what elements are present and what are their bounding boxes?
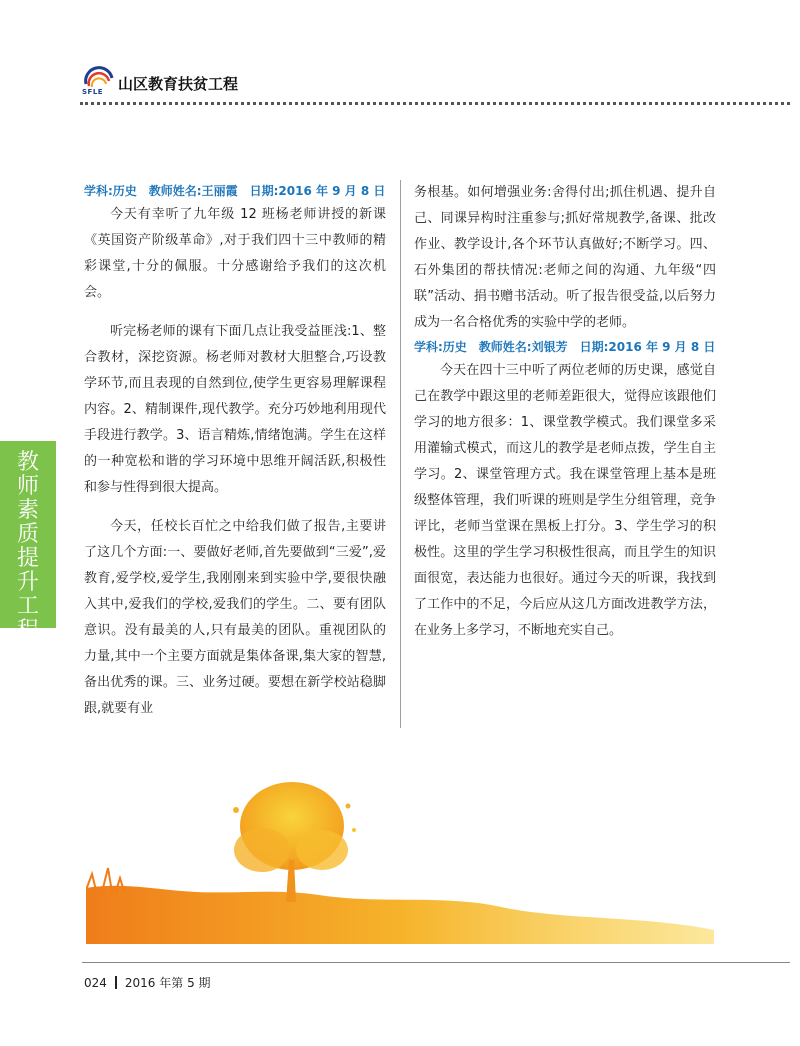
right-column — [414, 180, 716, 644]
footer-rule — [82, 962, 790, 963]
page-footer — [84, 974, 211, 991]
magazine-name: 山区教育扶贫工程 — [118, 75, 239, 93]
header-dotted-divider — [80, 102, 790, 105]
section-title-char: 教 — [16, 450, 39, 475]
column-divider — [400, 180, 401, 728]
section-side-tab — [0, 441, 56, 643]
section-title-char: 质 — [16, 522, 39, 547]
section-title-char: 素 — [16, 498, 39, 523]
section-title-char: 师 — [16, 474, 39, 499]
article1-continued-paragraph: 务根基。如何增强业务:舍得付出;抓住机遇、提升自己、同课异构时注重参与;抓好常规教学,备课、批改作业、教学设计,各个环节认真做好;不断学习。四、石外集团的帮扶情况:老师之间的沟通、九年级“四联”活动、捐书赠书活动。听了报告很受益,以后努力成为一名合格优秀的实验中学的老师。 — [414, 185, 716, 330]
footer-separator — [115, 976, 117, 989]
left-column — [84, 180, 386, 722]
article1-paragraph: 今天，任校长百忙之中给我们做了报告,主要讲了这几个方面:一、要做好老师,首先要做到“三爱”,爱教育,爱学校,爱学生,我刚刚来到实验中学,要很快融入其中,爱我们的学校,爱我们的学生。二、要有团队意识。没有最美的人,只有最美的团队。重视团队的力量,其中一个主要方面就是集体备课,集大家的智慧,备出优秀的课。三、业务过硬。要想在新学校站稳脚跟,就要有业 — [84, 519, 386, 716]
issue-label: 2016 年第 5 期 — [124, 976, 211, 990]
page-number: 024 — [84, 976, 107, 990]
article2-meta: 学科:历史 教师姓名:刘银芳 日期:2016 年 9 月 8 日 — [414, 340, 716, 354]
section-title-char: 提 — [16, 546, 39, 571]
article1-meta: 学科:历史 教师姓名:王丽霞 日期:2016 年 9 月 8 日 — [84, 184, 386, 198]
tree-landscape-illustration — [86, 770, 714, 944]
logo-text: SFLE — [82, 88, 104, 96]
section-title-char: 升 — [16, 570, 39, 595]
article1-paragraph: 今天有幸听了九年级 12 班杨老师讲授的新课《英国资产阶级革命》,对于我们四十三中教师的精彩课堂,十分的佩服。十分感谢给予我们的这次机会。 — [84, 207, 386, 300]
section-title-char: 工 — [16, 594, 39, 619]
article2-paragraph: 今天在四十三中听了两位老师的历史课，感觉自己在教学中跟这里的老师差距很大，觉得应该跟他们学习的地方很多：1、课堂教学模式。我们课堂多采用灌输式模式，而这儿的教学是老师点拨，学生自主学习。2、课堂管理方式。我在课堂管理上基本是班级整体管理，我们听课的班则是学生分组管理，竞争评比，老师当堂课在黑板上打分。3、学生学习的积极性。这里的学生学习积极性很高，而且学生的知识面很宽，表达能力也很好。通过今天的听课，我找到了工作中的不足，今后应从这几方面改进教学方法，在业务上多学习，不断地充实自己。 — [414, 363, 716, 638]
section-title-char: 程 — [16, 618, 39, 643]
section-title — [0, 451, 56, 643]
article1-paragraph: 听完杨老师的课有下面几点让我受益匪浅:1、整合教材，深挖资源。杨老师对教材大胆整合,巧设教学环节,而且表现的自然到位,使学生更容易理解课程内容。2、精制课件,现代教学。充分巧妙地利用现代手段进行教学。3、语言精炼,情绪饱满。学生在这样的一种宽松和谐的学习环境中思维开阔活跃,积极性和参与性得到很大提高。 — [84, 324, 386, 495]
